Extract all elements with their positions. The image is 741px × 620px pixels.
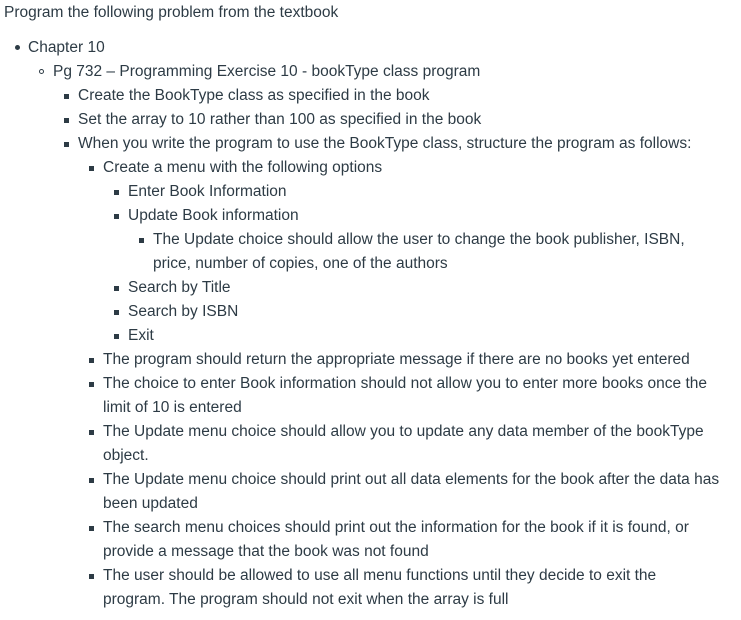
- square-bullet: [89, 358, 94, 363]
- update-detail-line-1: The Update choice should allow the user to change the book publisher, ISBN,: [153, 231, 685, 248]
- menu-option-enter: Enter Book Information: [128, 183, 287, 200]
- square-bullet: [89, 478, 94, 483]
- square-bullet: [89, 574, 94, 579]
- list-item-search-line-2: provide a message that the book was not found: [103, 543, 429, 560]
- menu-option-search-title: Search by Title: [128, 279, 231, 296]
- list-item-no-books: The program should return the appropriate message if there are no books yet entered: [103, 351, 690, 368]
- list-item-menu: Create a menu with the following options: [103, 159, 383, 176]
- exercise-item: Pg 732 – Programming Exercise 10 - bookType class program: [53, 63, 481, 80]
- intro-text: Program the following problem from the textbook: [4, 4, 339, 21]
- square-bullet: [114, 286, 119, 291]
- list-item-update-print-line-1: The Update menu choice should print out all data elements for the book after the data has: [103, 471, 720, 488]
- square-bullet: [139, 238, 144, 243]
- disc-bullet: [15, 45, 20, 50]
- list-item-limit-line-2: limit of 10 is entered: [103, 399, 242, 416]
- list-item-update-any-line-1: The Update menu choice should allow you to update any data member of the bookType: [103, 423, 704, 440]
- update-detail-line-2: price, number of copies, one of the authors: [153, 255, 448, 272]
- list-item-update-any-line-2: object.: [103, 447, 149, 464]
- square-bullet: [114, 190, 119, 195]
- square-bullet: [64, 94, 69, 99]
- list-item-search-line-1: The search menu choices should print out the information for the book if it is found, or: [103, 519, 689, 536]
- square-bullet: [89, 166, 94, 171]
- menu-option-search-isbn: Search by ISBN: [128, 303, 239, 320]
- square-bullet: [89, 430, 94, 435]
- square-bullet: [64, 118, 69, 123]
- list-item-structure: When you write the program to use the BookType class, structure the program as follows:: [78, 135, 692, 152]
- square-bullet: [114, 334, 119, 339]
- list-item-create-class: Create the BookType class as specified in the book: [78, 87, 430, 104]
- menu-option-update: Update Book information: [128, 207, 299, 224]
- chapter-item: Chapter 10: [28, 39, 105, 56]
- list-item-set-array: Set the array to 10 rather than 100 as specified in the book: [78, 111, 482, 128]
- list-item-limit-line-1: The choice to enter Book information should not allow you to enter more books once the: [103, 375, 707, 392]
- square-bullet: [64, 142, 69, 147]
- square-bullet: [114, 310, 119, 315]
- list-item-exit-line-1: The user should be allowed to use all menu functions until they decide to exit the: [103, 567, 657, 584]
- square-bullet: [89, 526, 94, 531]
- list-item-exit-line-2: program. The program should not exit when the array is full: [103, 591, 509, 608]
- square-bullet: [89, 382, 94, 387]
- list-item-update-print-line-2: been updated: [103, 495, 198, 512]
- circle-bullet: [39, 69, 44, 74]
- square-bullet: [114, 214, 119, 219]
- menu-option-exit: Exit: [128, 327, 154, 344]
